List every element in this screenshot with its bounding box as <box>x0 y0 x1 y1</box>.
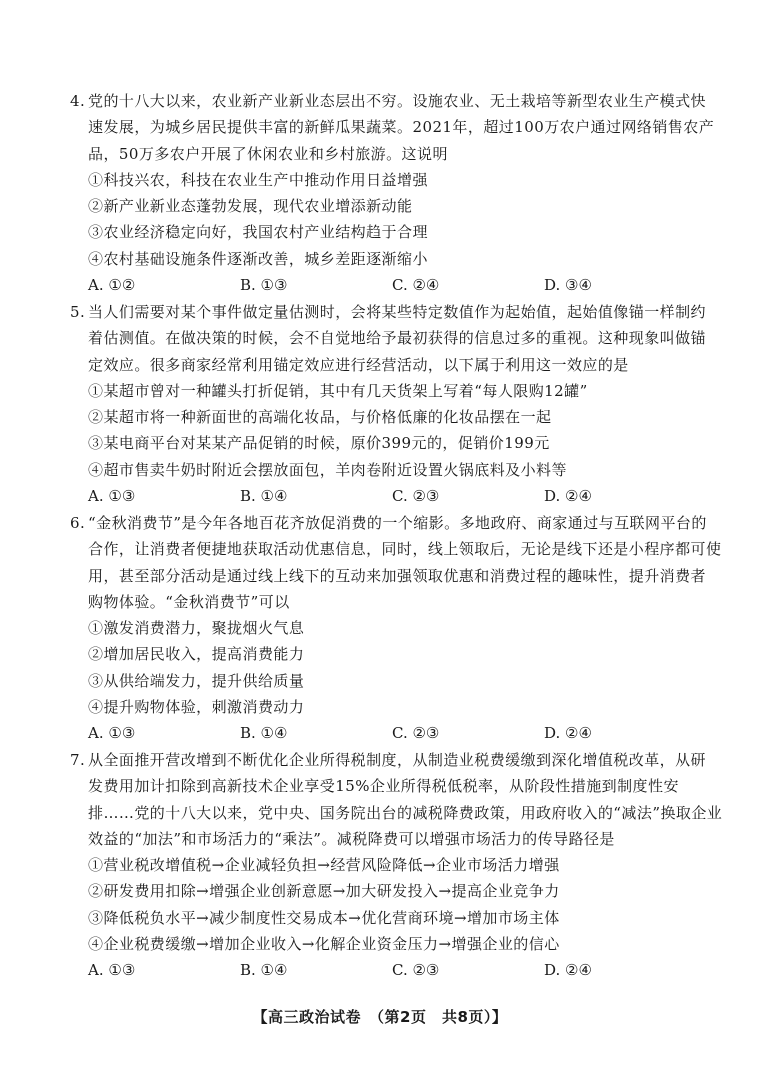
statement-option-4: ④超市售卖牛奶时附近会摆放面包，羊肉卷附近设置火锅底料及小料等 <box>88 460 567 479</box>
statement-option-2: ②某超市将一种新面世的高端化妆品，与价格低廉的化妆品摆在一起 <box>88 408 552 427</box>
question-7 <box>70 747 723 984</box>
question-number: 4. <box>70 92 86 110</box>
question-stem-line: 4. 党的十八大以来，农业新产业新业态层出不穷。设施农业、无土栽培等新型农业生产模式快 <box>70 88 710 114</box>
question-stem-line: 速发展，为城乡居民提供丰富的新鲜瓜果蔬菜。2021年，超过100万农户通过网络销售农产 <box>88 118 715 137</box>
choice-b: B. ①③ <box>240 276 288 295</box>
question-6 <box>70 510 722 747</box>
statement-option-3: ③从供给端发力，提升供给质量 <box>88 671 305 690</box>
answer-choices <box>70 720 710 746</box>
statement-option-3: ③降低税负水平→减少制度性交易成本→优化营商环境→增加市场主体 <box>88 908 560 927</box>
choice-d: D. ②④ <box>544 724 592 743</box>
choice-c: C. ②③ <box>392 724 440 743</box>
choice-d: D. ②④ <box>544 487 592 506</box>
question-5 <box>70 299 710 509</box>
question-stem-line: 合作，让消费者便捷地获取活动优惠信息，同时，线上领取后，无论是线下还是小程序都可使 <box>88 540 722 559</box>
question-stem-line: 排……党的十八大以来，党中央、国务院出台的减税降费政策，用政府收入的“减法”换取企业 <box>88 803 723 822</box>
choice-c: C. ②③ <box>392 487 440 506</box>
choice-c: C. ②④ <box>392 276 440 295</box>
choice-a: A. ①③ <box>88 961 136 980</box>
question-stem-line: 定效应。很多商家经常利用锚定效应进行经营活动，以下属于利用这一效应的是 <box>88 355 629 374</box>
statement-option-4: ④提升购物体验，刺激消费动力 <box>88 698 305 717</box>
question-stem-line: 发费用加计扣除到高新技术企业享受15%企业所得税低税率，从阶段性措施到制度性安 <box>88 777 679 796</box>
choice-d: D. ③④ <box>544 276 592 295</box>
question-stem-line: 6. “金秋消费节”是今年各地百花齐放促消费的一个缩影。多地政府、商家通过与互联网平台的 <box>70 510 710 536</box>
question-stem-line: 5. 当人们需要对某个事件做定量估测时，会将某些特定数值作为起始值，起始值像锚一样制约 <box>70 299 710 325</box>
question-stem-line: 品，50万多农户开展了休闲农业和乡村旅游。这说明 <box>88 144 448 163</box>
statement-option-1: ①营业税改增值税→企业减轻负担→经营风险降低→企业市场活力增强 <box>88 856 560 875</box>
choice-a: A. ①③ <box>88 724 136 743</box>
question-stem-line: 效益的“加法”和市场活力的“乘法”。减税降费可以增强市场活力的传导路径是 <box>88 829 615 848</box>
question-stem-line: 购物体验。“金秋消费节”可以 <box>88 592 290 611</box>
statement-option-4: ④农村基础设施条件逐渐改善，城乡差距逐渐缩小 <box>88 249 428 268</box>
statement-option-3: ③某电商平台对某某产品促销的时候，原价399元的，促销价199元 <box>88 434 550 453</box>
question-number: 6. <box>70 514 86 532</box>
question-stem-line: 着估测值。在做决策的时候，会不自觉地给予最初获得的信息过多的重视。这种现象叫做锚 <box>88 329 707 348</box>
question-stem-line: 7. 从全面推开营改增到不断优化企业所得税制度，从制造业税费缓缴到深化增值税改革，从研 <box>70 747 710 773</box>
choice-b: B. ①④ <box>240 961 288 980</box>
page-footer: 【高三政治试卷 （第2页 共8页）】 <box>252 1008 508 1026</box>
answer-choices <box>70 272 710 298</box>
answer-choices <box>70 483 710 509</box>
statement-option-3: ③农业经济稳定向好，我国农村产业结构趋于合理 <box>88 223 428 242</box>
statement-option-1: ①科技兴农，科技在农业生产中推动作用日益增强 <box>88 170 428 189</box>
choice-d: D. ②④ <box>544 961 592 980</box>
choice-a: A. ①③ <box>88 487 136 506</box>
statement-option-2: ②增加居民收入，提高消费能力 <box>88 645 305 664</box>
question-4 <box>70 88 715 298</box>
statement-option-4: ④企业税费缓缴→增加企业收入→化解企业资金压力→增强企业的信心 <box>88 935 560 954</box>
answer-choices <box>70 957 710 983</box>
statement-option-1: ①激发消费潜力，聚拢烟火气息 <box>88 619 305 638</box>
statement-option-1: ①某超市曾对一种罐头打折促销，其中有几天货架上写着“每人限购12罐” <box>88 381 588 400</box>
choice-b: B. ①④ <box>240 487 288 506</box>
question-number: 5. <box>70 303 86 321</box>
statement-option-2: ②新产业新业态蓬勃发展，现代农业增添新动能 <box>88 197 413 216</box>
question-stem-line: 用，甚至部分活动是通过线上线下的互动来加强领取优惠和消费过程的趣味性，提升消费者 <box>88 566 707 585</box>
statement-option-2: ②研发费用扣除→增强企业创新意愿→加大研发投入→提高企业竞争力 <box>88 882 560 901</box>
choice-a: A. ①② <box>88 276 136 295</box>
choice-c: C. ②③ <box>392 961 440 980</box>
choice-b: B. ①④ <box>240 724 288 743</box>
question-number: 7. <box>70 751 86 769</box>
